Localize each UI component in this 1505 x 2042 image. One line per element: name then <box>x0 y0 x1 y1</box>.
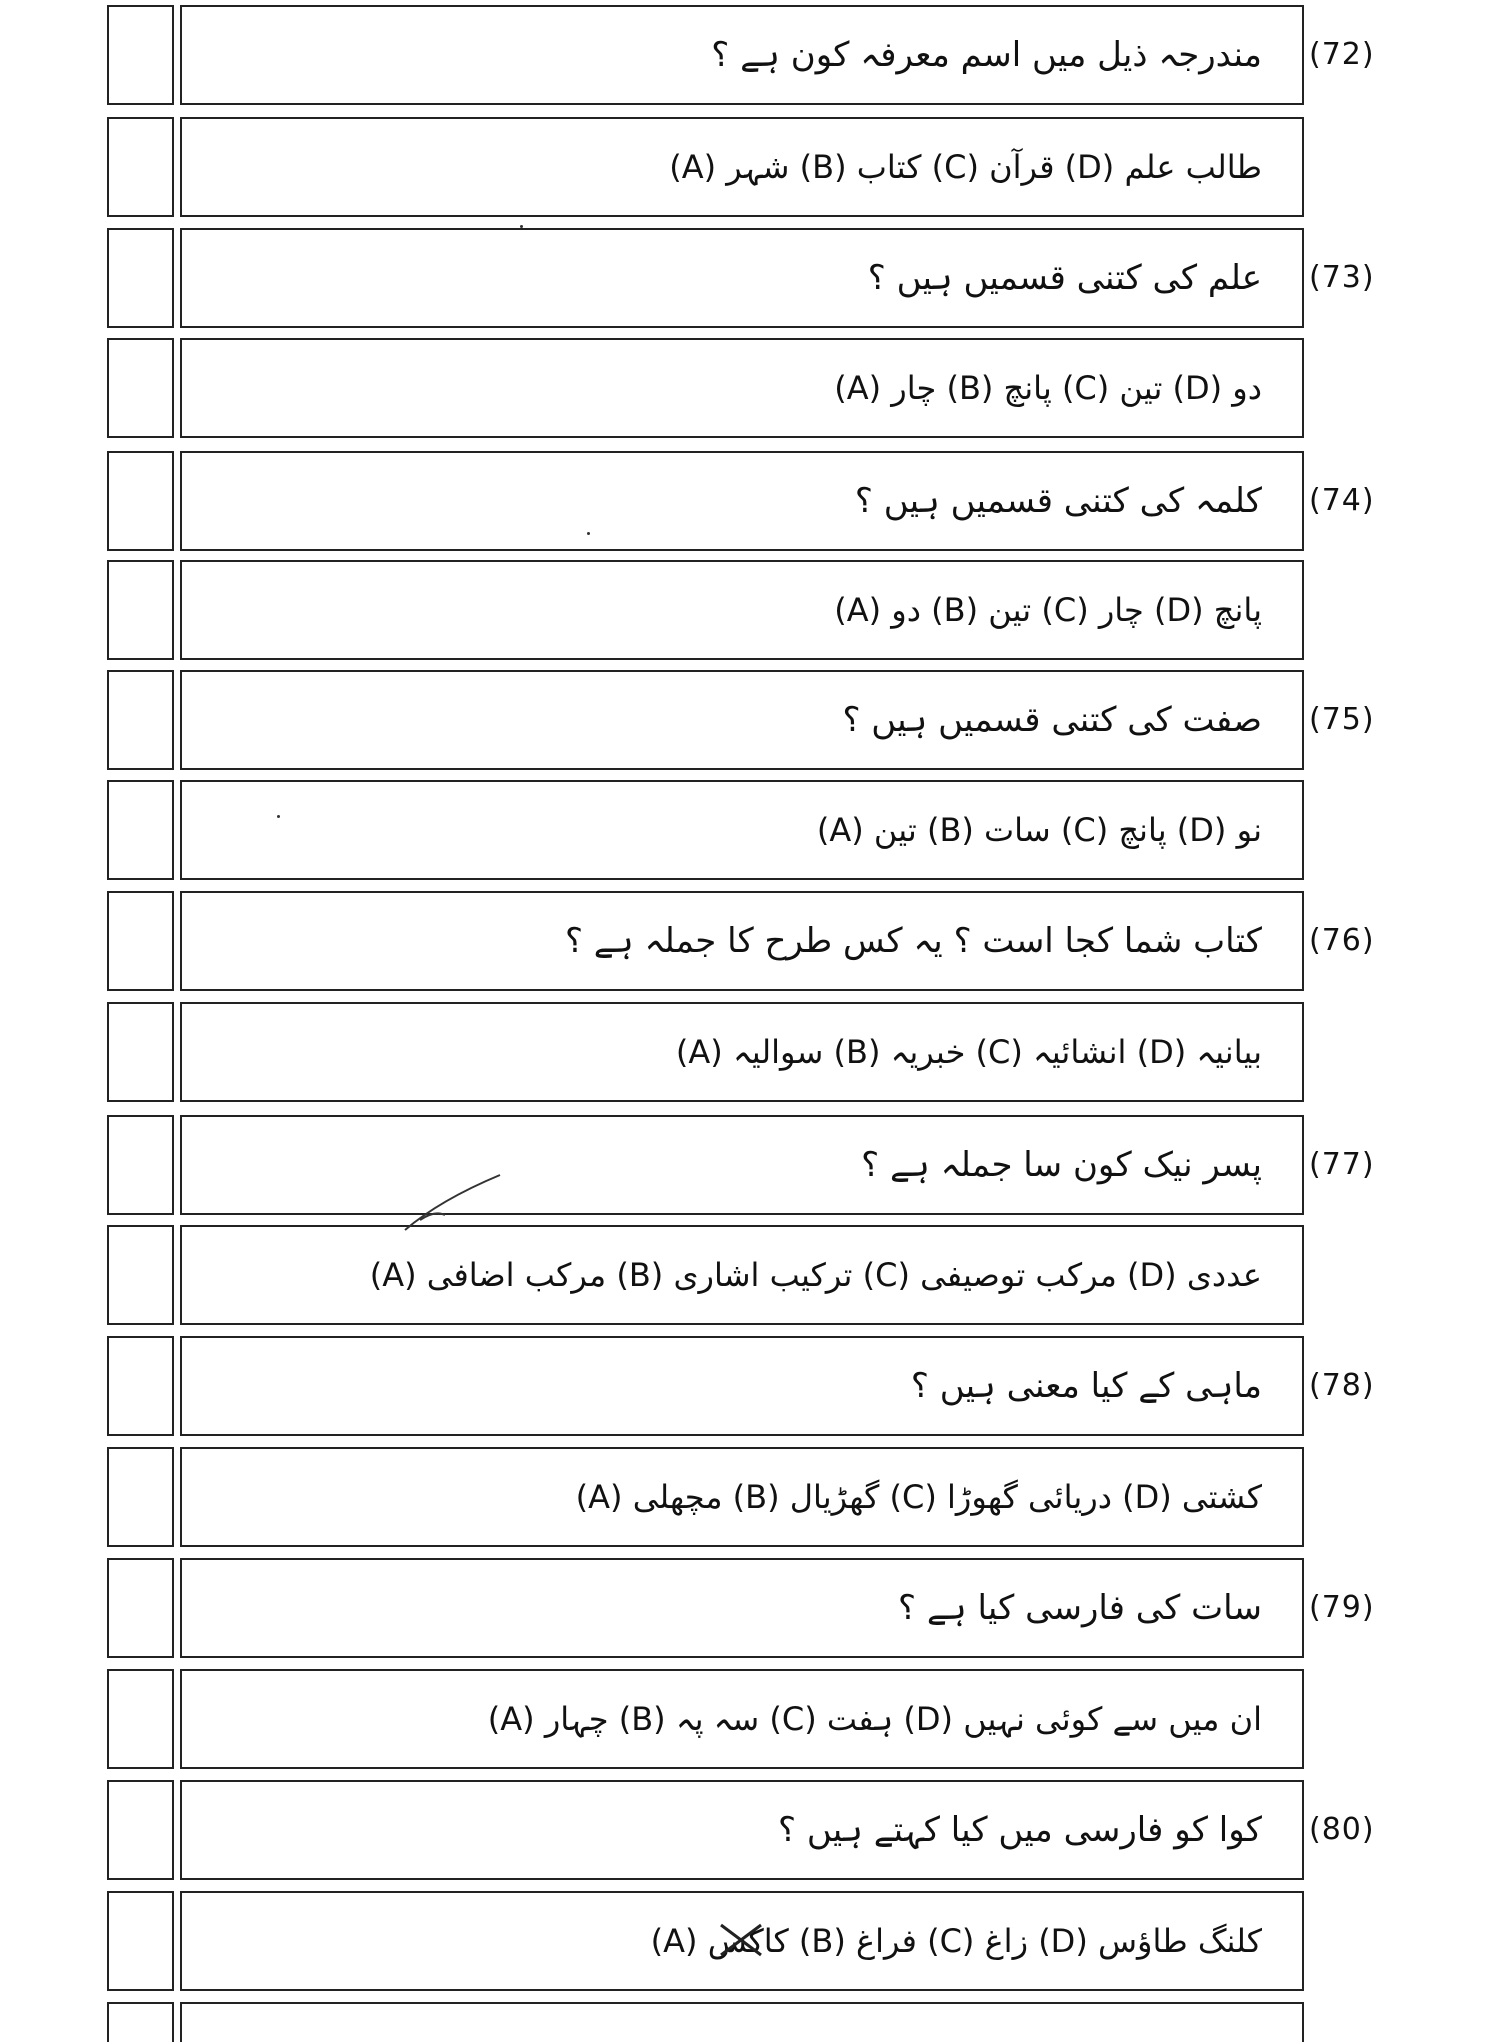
question-number: (75) <box>1309 702 1375 737</box>
options-row <box>107 780 1304 882</box>
question-row <box>107 1115 1375 1217</box>
question-text: مندرجہ ذیل میں اسم معرفہ کون ہے ؟ <box>711 35 1262 75</box>
options-row <box>107 1225 1304 1327</box>
answer-box[interactable] <box>107 117 174 217</box>
answer-box[interactable] <box>107 1447 174 1547</box>
answer-box[interactable] <box>107 1669 174 1769</box>
options-cell <box>180 1002 1304 1102</box>
question-text: ماہی کے کیا معنی ہیں ؟ <box>910 1366 1262 1406</box>
options-row <box>107 1447 1304 1549</box>
question-cell <box>180 5 1304 105</box>
question-cell <box>180 1336 1304 1436</box>
question-cell <box>180 1780 1304 1880</box>
options-cell <box>180 1225 1304 1325</box>
answer-box[interactable] <box>107 2002 174 2042</box>
options-text: (A) چہار (B) سہ پہ (C) ہفت (D) ان میں سے کوئی نہیں <box>487 1700 1262 1738</box>
options-text: (A) کاکس (B) فراغ (C) زاغ (D) کلنگ طاؤس <box>650 1922 1262 1960</box>
options-cell <box>180 780 1304 880</box>
answer-box[interactable] <box>107 338 174 438</box>
options-row <box>107 1891 1304 1993</box>
answer-box[interactable] <box>107 451 174 551</box>
question-row <box>107 5 1375 107</box>
question-number: (72) <box>1309 37 1375 72</box>
question-number: (74) <box>1309 483 1375 518</box>
options-text: (A) سوالیہ (B) خبریہ (C) انشائیہ (D) بیانیہ <box>675 1033 1262 1071</box>
answer-box[interactable] <box>107 670 174 770</box>
question-cell <box>180 1115 1304 1215</box>
answer-box[interactable] <box>107 1225 174 1325</box>
question-text: کلمہ کی کتنی قسمیں ہیں ؟ <box>854 481 1262 521</box>
options-text: (A) مرکب اضافی (B) ترکیب اشاری (C) مرکب توصیفی (D) عددی <box>369 1256 1262 1294</box>
question-row <box>107 670 1375 772</box>
options-cell <box>180 117 1304 217</box>
question-row <box>107 1780 1375 1882</box>
answer-box[interactable] <box>107 780 174 880</box>
answer-box[interactable] <box>107 1336 174 1436</box>
options-text: (A) مچھلی (B) گھڑیال (C) دریائی گھوڑا (D) کشتی <box>575 1478 1262 1516</box>
question-cell <box>180 2002 1304 2042</box>
answer-box[interactable] <box>107 1002 174 1102</box>
answer-box[interactable] <box>107 1115 174 1215</box>
question-row <box>107 1558 1375 1660</box>
options-text: (A) تین (B) سات (C) پانچ (D) نو <box>816 811 1262 849</box>
options-cell <box>180 338 1304 438</box>
options-text: (A) چار (B) پانچ (C) تین (D) دو <box>834 369 1262 407</box>
question-number: (79) <box>1309 1590 1375 1625</box>
question-row <box>107 451 1375 553</box>
answer-box[interactable] <box>107 560 174 660</box>
question-cell <box>180 228 1304 328</box>
question-number: (78) <box>1309 1368 1375 1403</box>
question-cell <box>180 451 1304 551</box>
answer-box[interactable] <box>107 1891 174 1991</box>
options-row <box>107 338 1304 440</box>
question-cell <box>180 670 1304 770</box>
question-text: کوا کو فارسی میں کیا کہتے ہیں ؟ <box>777 1810 1262 1850</box>
options-row <box>107 117 1304 219</box>
handwritten-cross-icon <box>716 1920 766 1960</box>
handwritten-strike-icon <box>400 1170 510 1240</box>
options-row <box>107 1669 1304 1771</box>
question-number: (73) <box>1309 260 1375 295</box>
partial-row <box>107 2002 1304 2042</box>
options-cell <box>180 560 1304 660</box>
question-text: صفت کی کتنی قسمیں ہیں ؟ <box>842 700 1262 740</box>
answer-box[interactable] <box>107 891 174 991</box>
question-row <box>107 228 1375 330</box>
question-number: (76) <box>1309 923 1375 958</box>
question-row <box>107 1336 1375 1438</box>
question-text: سات کی فارسی کیا ہے ؟ <box>898 1588 1262 1628</box>
question-number: (77) <box>1309 1147 1375 1182</box>
answer-box[interactable] <box>107 5 174 105</box>
question-row <box>107 891 1375 993</box>
answer-box[interactable] <box>107 1558 174 1658</box>
options-row <box>107 560 1304 662</box>
question-text: پسر نیک کون سا جملہ ہے ؟ <box>861 1145 1262 1185</box>
question-cell <box>180 1558 1304 1658</box>
question-text: علم کی کتنی قسمیں ہیں ؟ <box>867 258 1262 298</box>
scan-speck-icon <box>520 225 523 228</box>
options-row <box>107 1002 1304 1104</box>
scan-speck-icon <box>277 815 280 818</box>
options-text: (A) دو (B) تین (C) چار (D) پانچ <box>834 591 1262 629</box>
question-text: کتاب شما کجا است ؟ یہ کس طرح کا جملہ ہے ؟ <box>564 921 1262 961</box>
answer-box[interactable] <box>107 1780 174 1880</box>
scan-speck-icon <box>587 532 590 535</box>
question-cell <box>180 891 1304 991</box>
answer-box[interactable] <box>107 228 174 328</box>
question-number: (80) <box>1309 1812 1375 1847</box>
options-cell <box>180 1669 1304 1769</box>
options-cell <box>180 1447 1304 1547</box>
options-text: (A) شہر (B) کتاب (C) قرآن (D) طالب علم <box>669 148 1262 186</box>
